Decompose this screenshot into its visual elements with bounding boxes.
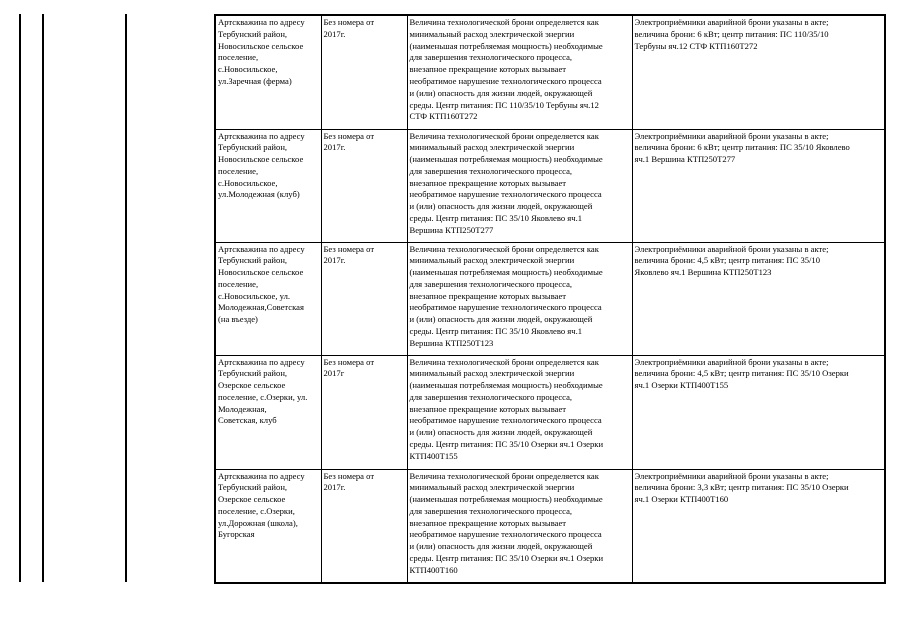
cell-text-line: для завершения технологического процесса, [409, 391, 573, 402]
cell-text-line: Электроприёмники аварийной брони указаны в акте; [634, 243, 829, 254]
cell-text-line: минимальный расход электрической энергии [409, 255, 575, 266]
left-rule-3 [125, 14, 127, 582]
table-body [215, 15, 885, 583]
cell-text-line: среды. Центр питания: ПС 35/10 Яковлево яч.1 [409, 326, 583, 337]
cell-text-line: Величина технологической брони определяется как [409, 130, 599, 141]
cell-text-line: Новосильское сельское [218, 40, 304, 51]
cell-text-line: величина брони: 6 кВт; центр питания: ПС 35/10 Яковлево [634, 142, 850, 153]
cell-text-line: Величина технологической брони определяется как [409, 470, 599, 481]
description-cell [407, 129, 632, 242]
cell-text-line: с.Новосильское, [218, 64, 278, 75]
note-cell [632, 355, 885, 469]
object-address-cell [215, 15, 321, 129]
cell-text-line: минимальный расход электрической энергии [409, 28, 575, 39]
cell-text-line: 2017г [323, 368, 345, 379]
description-cell [407, 469, 632, 583]
document-number-cell [321, 15, 407, 129]
cell-text-line: Без номера от [323, 130, 375, 141]
cell-text-line: поселение, [218, 165, 259, 176]
cell-text-line: поселение, [218, 52, 259, 63]
left-rule-1 [19, 14, 21, 582]
cell-text-line: Вершина КТП250Т123 [409, 337, 494, 348]
cell-text-line: Артскважина по адресу [218, 130, 305, 141]
cell-text-line: внезапное прекращение которых вызывает [409, 517, 567, 528]
cell-text-line: Молодежная, [218, 403, 267, 414]
description-cell [407, 355, 632, 469]
cell-text-line: Электроприёмники аварийной брони указаны в акте; [634, 470, 829, 481]
backup-power-table [214, 14, 886, 584]
cell-text-line: Тербуны яч.12 СТФ КТП160Т272 [634, 40, 758, 51]
cell-text-line: Яковлево яч.1 Вершина КТП250Т123 [634, 267, 772, 278]
note-cell [632, 242, 885, 355]
cell-text-line: Артскважина по адресу [218, 243, 305, 254]
cell-text-line: ул.Дорожная (школа), [218, 517, 298, 528]
note-cell [632, 129, 885, 242]
cell-text-line: Без номера от [323, 470, 375, 481]
cell-text-line: ул.Молодежная (клуб) [218, 189, 300, 200]
cell-text-line: Вершина КТП250Т277 [409, 224, 494, 235]
cell-text-line: и (или) опасность для жизни людей, окружающей [409, 427, 593, 438]
cell-text-line: внезапное прекращение которых вызывает [409, 177, 567, 188]
cell-text-line: для завершения технологического процесса, [409, 52, 573, 63]
cell-text-line: поселение, [218, 278, 259, 289]
cell-text-line: КТП400Т155 [409, 450, 458, 461]
cell-text-line: Советская, клуб [218, 415, 277, 426]
cell-text-line: среды. Центр питания: ПС 35/10 Озерки яч.1 Озерки [409, 553, 604, 564]
cell-text-line: Тербунский район, [218, 255, 288, 266]
cell-text-line: Без номера от [323, 243, 375, 254]
cell-text-line: Величина технологической брони определяется как [409, 243, 599, 254]
cell-text-line: Тербунский район, [218, 482, 288, 493]
cell-text-line: 2017г. [323, 482, 346, 493]
cell-text-line: необратимое нарушение технологического процесса [409, 75, 602, 86]
cell-text-line: минимальный расход электрической энергии [409, 368, 575, 379]
cell-text-line: Озерское сельское [218, 380, 286, 391]
cell-text-line: Молодежная,Советская [218, 302, 304, 313]
cell-text-line: среды. Центр питания: ПС 35/10 Яковлево яч.1 [409, 213, 583, 224]
cell-text-line: 2017г. [323, 28, 346, 39]
cell-text-line: необратимое нарушение технологического процесса [409, 189, 602, 200]
cell-text-line: 2017г. [323, 255, 346, 266]
document-number-cell [321, 469, 407, 583]
cell-text-line: Тербунский район, [218, 368, 288, 379]
cell-text-line: величина брони: 3,3 кВт; центр питания: ПС 35/10 Озерки [634, 482, 849, 493]
cell-text-line: (наименьшая потребляемая мощность) необходимые [409, 40, 603, 51]
cell-text-line: Озерское сельское [218, 494, 286, 505]
cell-text-line: Без номера от [323, 356, 375, 367]
cell-text-line: Электроприёмники аварийной брони указаны в акте; [634, 130, 829, 141]
cell-text-line: Тербунский район, [218, 28, 288, 39]
description-cell [407, 242, 632, 355]
cell-text-line: величина брони: 4,5 кВт; центр питания: ПС 35/10 [634, 255, 821, 266]
table-row [215, 242, 885, 355]
cell-text-line: яч.1 Вершина КТП250Т277 [634, 154, 736, 165]
cell-text-line: необратимое нарушение технологического процесса [409, 529, 602, 540]
cell-text-line: для завершения технологического процесса, [409, 505, 573, 516]
cell-text-line: среды. Центр питания: ПС 35/10 Озерки яч.1 Озерки [409, 439, 604, 450]
cell-text-line: Без номера от [323, 17, 375, 27]
cell-text-line: ул.Заречная (ферма) [218, 75, 292, 86]
cell-text-line: яч.1 Озерки КТП400Т155 [634, 380, 729, 391]
cell-text-line: яч.1 Озерки КТП400Т160 [634, 494, 729, 505]
cell-text-line: минимальный расход электрической энергии [409, 482, 575, 493]
cell-text-line: Бугорская [218, 529, 255, 540]
cell-text-line: Новосильское сельское [218, 267, 304, 278]
object-address-cell [215, 469, 321, 583]
cell-text-line: Артскважина по адресу [218, 470, 305, 481]
cell-text-line: Артскважина по адресу [218, 17, 305, 27]
cell-text-line: поселение, с.Озерки, ул. [218, 391, 308, 402]
cell-text-line: (наименьшая потребляемая мощность) необходимые [409, 154, 603, 165]
cell-text-line: поселение, с.Озерки, [218, 505, 295, 516]
cell-text-line: среды. Центр питания: ПС 110/35/10 Тербуны яч.12 [409, 99, 599, 110]
cell-text-line: и (или) опасность для жизни людей, окружающей [409, 541, 593, 552]
cell-text-line: внезапное прекращение которых вызывает [409, 64, 567, 75]
cell-text-line: и (или) опасность для жизни людей, окружающей [409, 87, 593, 98]
cell-text-line: величина брони: 6 кВт; центр питания: ПС 110/35/10 [634, 28, 829, 39]
cell-text-line: Артскважина по адресу [218, 356, 305, 367]
object-address-cell [215, 242, 321, 355]
cell-text-line: для завершения технологического процесса, [409, 278, 573, 289]
cell-text-line: (наименьшая потребляемая мощность) необходимые [409, 380, 603, 391]
cell-text-line: Величина технологической брони определяется как [409, 356, 599, 367]
cell-text-line: для завершения технологического процесса, [409, 165, 573, 176]
cell-text-line: величина брони: 4,5 кВт; центр питания: ПС 35/10 Озерки [634, 368, 849, 379]
cell-text-line: Электроприёмники аварийной брони указаны в акте; [634, 17, 829, 27]
object-address-cell [215, 129, 321, 242]
note-cell [632, 15, 885, 129]
cell-text-line: Новосильское сельское [218, 154, 304, 165]
table-row [215, 355, 885, 469]
cell-text-line: внезапное прекращение которых вызывает [409, 290, 567, 301]
cell-text-line: 2017г. [323, 142, 346, 153]
table-row [215, 129, 885, 242]
cell-text-line: необратимое нарушение технологического процесса [409, 415, 602, 426]
document-number-cell [321, 355, 407, 469]
cell-text-line: минимальный расход электрической энергии [409, 142, 575, 153]
cell-text-line: Электроприёмники аварийной брони указаны в акте; [634, 356, 829, 367]
cell-text-line: с.Новосильское, [218, 177, 278, 188]
cell-text-line: внезапное прекращение которых вызывает [409, 403, 567, 414]
cell-text-line: необратимое нарушение технологического процесса [409, 302, 602, 313]
description-cell [407, 15, 632, 129]
cell-text-line: (на въезде) [218, 314, 258, 325]
cell-text-line: (наименьшая потребляемая мощность) необходимые [409, 494, 603, 505]
left-rule-2 [42, 14, 44, 582]
cell-text-line: КТП400Т160 [409, 564, 458, 575]
table-row [215, 15, 885, 129]
note-cell [632, 469, 885, 583]
cell-text-line: с.Новосильское, ул. [218, 290, 291, 301]
cell-text-line: (наименьшая потребляемая мощность) необходимые [409, 267, 603, 278]
document-number-cell [321, 129, 407, 242]
cell-text-line: Тербунский район, [218, 142, 288, 153]
cell-text-line: Величина технологической брони определяется как [409, 17, 599, 27]
document-number-cell [321, 242, 407, 355]
object-address-cell [215, 355, 321, 469]
cell-text-line: и (или) опасность для жизни людей, окружающей [409, 201, 593, 212]
table-row [215, 469, 885, 583]
cell-text-line: и (или) опасность для жизни людей, окружающей [409, 314, 593, 325]
cell-text-line: СТФ КТП160Т272 [409, 111, 478, 122]
